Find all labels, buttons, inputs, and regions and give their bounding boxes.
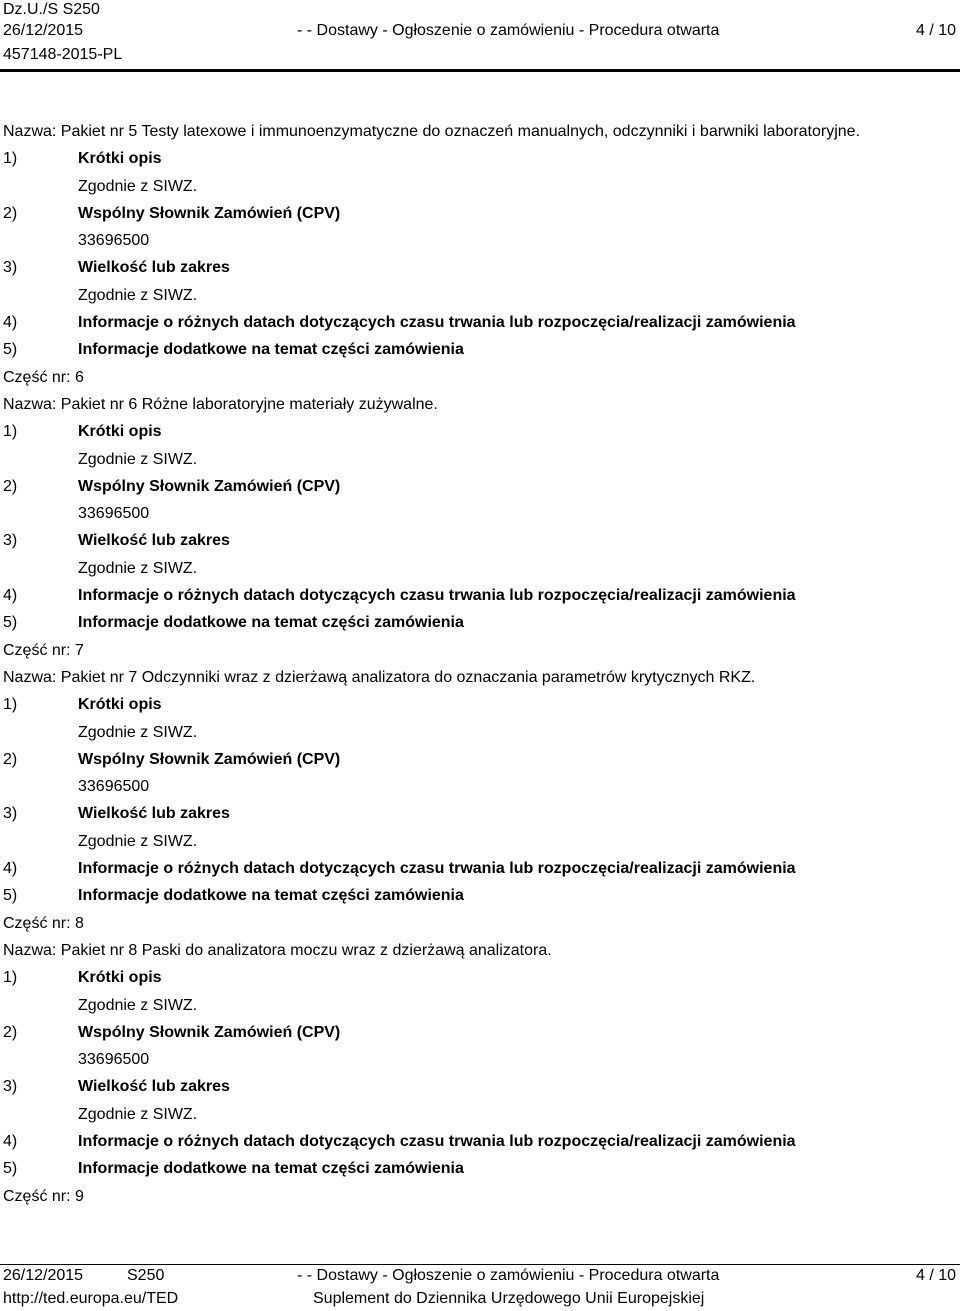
section-value: Zgodnie z SIWZ. — [78, 450, 198, 468]
section-item — [3, 691, 955, 718]
section-title: Wspólny Słownik Zamówień (CPV) — [78, 1023, 341, 1041]
footer-page-number: 4 / 10 — [915, 1267, 956, 1284]
section-value: 33696500 — [78, 1051, 150, 1069]
section-item — [3, 882, 955, 909]
section-title: Wspólny Słownik Zamówień (CPV) — [78, 750, 341, 768]
section-title: Informacje dodatkowe na temat części zamówienia — [78, 614, 464, 632]
section-value: Zgodnie z SIWZ. — [78, 559, 198, 577]
section-number: 3) — [3, 1078, 18, 1096]
section-title: Krótki opis — [78, 969, 162, 987]
section-value: Zgodnie z SIWZ. — [78, 177, 198, 195]
section-number: 2) — [3, 750, 18, 768]
section-number: 2) — [3, 477, 18, 495]
section-number: 4) — [3, 860, 18, 878]
section-number: 2) — [3, 1023, 18, 1041]
part-name: Nazwa: Pakiet nr 8 Paski do analizatora moczu wraz z dzierżawą analizatora. — [3, 941, 552, 959]
section-number: 1) — [3, 696, 18, 714]
section-item — [3, 582, 955, 609]
section-number: 1) — [3, 150, 18, 168]
section-number: 5) — [3, 1160, 18, 1178]
section-number: 2) — [3, 204, 18, 222]
section-title: Informacje dodatkowe na temat części zamówienia — [78, 887, 464, 905]
document-body — [3, 118, 955, 1210]
section-item — [3, 746, 955, 773]
section-item — [3, 1073, 955, 1100]
section-item — [3, 200, 955, 227]
section-item — [3, 418, 955, 445]
section-title: Krótki opis — [78, 696, 162, 714]
section-title: Wielkość lub zakres — [78, 805, 230, 823]
header-page-number: 4 / 10 — [915, 22, 956, 39]
section-item — [3, 855, 955, 882]
part-name: Nazwa: Pakiet nr 6 Różne laboratoryjne materiały zużywalne. — [3, 395, 438, 413]
section-item — [3, 336, 955, 363]
section-title: Informacje o różnych datach dotyczących czasu trwania lub rozpoczęcia/realizacji zamówienia — [78, 587, 796, 605]
section-title: Informacje o różnych datach dotyczących czasu trwania lub rozpoczęcia/realizacji zamówienia — [78, 860, 796, 878]
section-value: 33696500 — [78, 778, 150, 796]
footer-date: 26/12/2015 — [3, 1267, 84, 1284]
section-item — [3, 473, 955, 500]
section-value: 33696500 — [78, 232, 150, 250]
section-title: Informacje dodatkowe na temat części zamówienia — [78, 1160, 464, 1178]
section-item — [3, 254, 955, 281]
section-number: 5) — [3, 341, 18, 359]
footer-divider — [0, 1264, 960, 1265]
footer-title: - - Dostawy - Ogłoszenie o zamówieniu - Procedura otwarta — [297, 1267, 720, 1284]
section-item — [3, 145, 955, 172]
header-title: - - Dostawy - Ogłoszenie o zamówieniu - Procedura otwarta — [297, 22, 720, 39]
section-title: Wielkość lub zakres — [78, 532, 230, 550]
part-number: Część nr: 8 — [3, 914, 84, 932]
section-number: 3) — [3, 259, 18, 277]
section-value: Zgodnie z SIWZ. — [78, 996, 198, 1014]
section-title: Informacje o różnych datach dotyczących czasu trwania lub rozpoczęcia/realizacji zamówienia — [78, 314, 796, 332]
section-number: 3) — [3, 532, 18, 550]
section-title: Wspólny Słownik Zamówień (CPV) — [78, 477, 341, 495]
section-number: 3) — [3, 805, 18, 823]
section-title: Krótki opis — [78, 150, 162, 168]
section-item — [3, 309, 955, 336]
header-date: 26/12/2015 — [3, 22, 84, 39]
intro-name: Nazwa: Pakiet nr 5 Testy latexowe i immunoenzymatyczne do oznaczeń manualnych, odczynniki i barwniki laboratoryjne. — [3, 123, 861, 140]
section-number: 4) — [3, 1132, 18, 1150]
section-number: 4) — [3, 587, 18, 605]
part-name: Nazwa: Pakiet nr 7 Odczynniki wraz z dzierżawą analizatora do oznaczania parametrów krytycznych RKZ. — [3, 668, 756, 686]
part-number: Część nr: 9 — [3, 1187, 84, 1205]
journal-ref: Dz.U./S S250 — [3, 1, 100, 18]
section-item — [3, 1128, 955, 1155]
footer-code: S250 — [127, 1267, 165, 1284]
section-number: 5) — [3, 887, 18, 905]
section-title: Krótki opis — [78, 423, 162, 441]
section-item — [3, 964, 955, 991]
notice-id: 457148-2015-PL — [3, 46, 123, 63]
section-item — [3, 1155, 955, 1182]
section-value: Zgodnie z SIWZ. — [78, 286, 198, 304]
section-value: Zgodnie z SIWZ. — [78, 723, 198, 741]
section-item — [3, 1019, 955, 1046]
section-item — [3, 609, 955, 636]
part-number: Część nr: 7 — [3, 641, 84, 659]
page-footer — [0, 1264, 960, 1311]
section-number: 5) — [3, 614, 18, 632]
section-title: Informacje dodatkowe na temat części zamówienia — [78, 341, 464, 359]
section-value: 33696500 — [78, 505, 150, 523]
section-number: 1) — [3, 969, 18, 987]
part-number: Część nr: 6 — [3, 368, 84, 386]
section-title: Informacje o różnych datach dotyczących czasu trwania lub rozpoczęcia/realizacji zamówienia — [78, 1132, 796, 1150]
footer-url[interactable]: http://ted.europa.eu/TED — [3, 1290, 179, 1307]
section-title: Wielkość lub zakres — [78, 259, 230, 277]
section-title: Wielkość lub zakres — [78, 1078, 230, 1096]
section-value: Zgodnie z SIWZ. — [78, 1105, 198, 1123]
section-item — [3, 800, 955, 827]
section-value: Zgodnie z SIWZ. — [78, 832, 198, 850]
parts-list — [3, 145, 955, 1182]
section-item — [3, 527, 955, 554]
section-number: 4) — [3, 314, 18, 332]
footer-supplement: Suplement do Dziennika Urzędowego Unii Europejskiej — [313, 1290, 705, 1307]
header-divider — [0, 69, 960, 72]
section-title: Wspólny Słownik Zamówień (CPV) — [78, 204, 341, 222]
page-header — [0, 0, 960, 72]
section-number: 1) — [3, 423, 18, 441]
